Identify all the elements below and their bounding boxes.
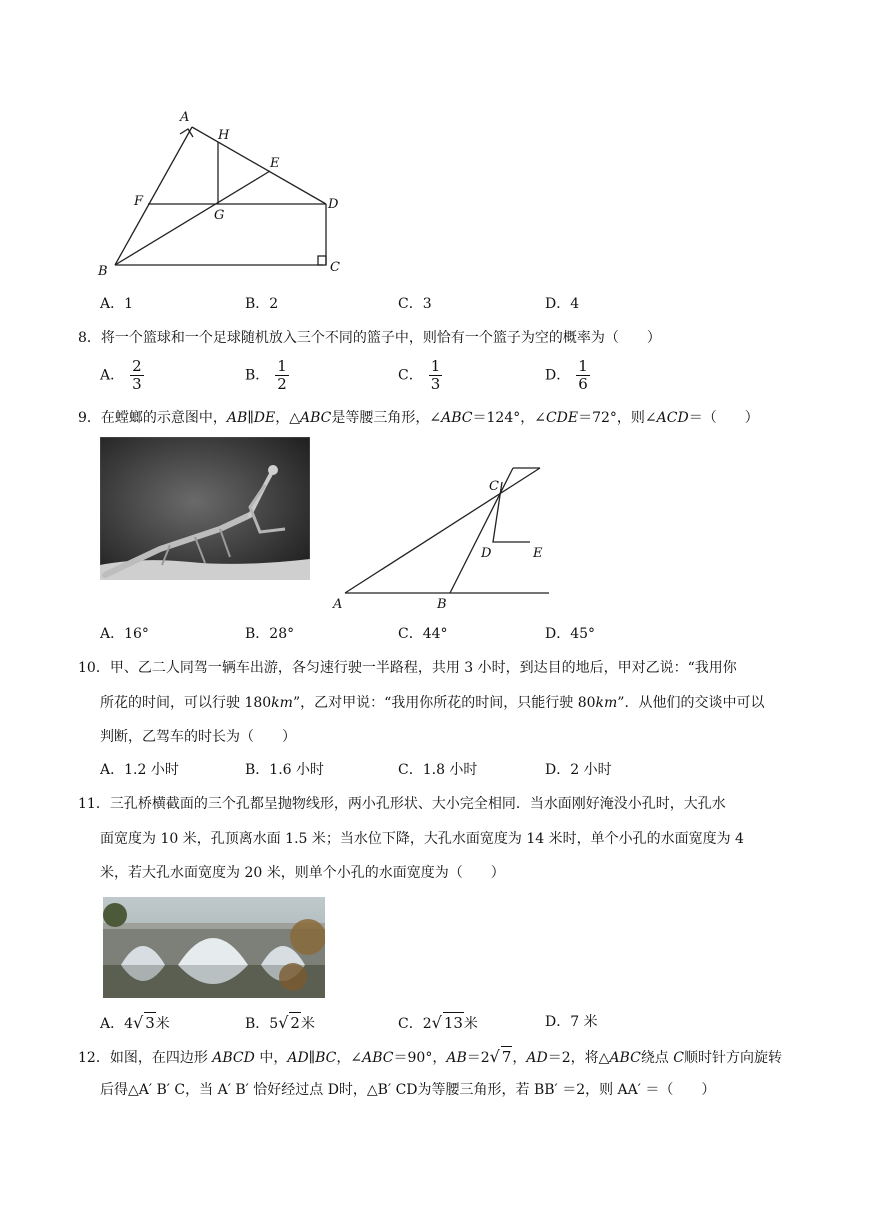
q11-option-a-coefficient: A．4: [100, 1016, 134, 1032]
q9-text: ，△: [275, 410, 301, 426]
q11-option-a-unit: 米: [155, 1016, 170, 1032]
q7-option-b[interactable]: B．2: [245, 296, 279, 312]
q10-option-b[interactable]: B．1.6 小时: [245, 762, 325, 778]
q11-option-a-radicand: 3: [145, 1014, 155, 1032]
q9-text: ACD: [656, 410, 689, 426]
q8-option-b-label: B．: [245, 367, 270, 384]
q12-text: 顺时针方向旋转: [683, 1050, 782, 1066]
q12-text: 绕点: [640, 1050, 674, 1066]
q9-number: 9．: [78, 410, 101, 426]
q12-text: ＝2，将△: [547, 1050, 610, 1066]
q7-geometry-figure: [90, 105, 360, 285]
q7-label-b: B: [98, 264, 108, 279]
q10-unit: km: [595, 695, 618, 711]
q12-text: ABC: [362, 1050, 394, 1066]
denominator: 6: [578, 375, 588, 393]
q9-text: 在螳螂的示意图中，: [100, 410, 227, 426]
q9-text: AB∥DE: [226, 410, 276, 426]
sqrt-icon: √: [278, 1013, 289, 1032]
q8-option-a-fraction: [130, 358, 144, 393]
q9-option-c[interactable]: C．44°: [398, 626, 448, 642]
q8-option-b-fraction: [275, 358, 289, 393]
q11-option-c-unit: 米: [463, 1016, 478, 1032]
q12-text: C: [673, 1050, 684, 1066]
q7-label-d: D: [328, 197, 339, 212]
denominator: 3: [430, 375, 441, 393]
bridge-photo: [103, 897, 325, 998]
numerator: 1: [277, 357, 287, 375]
q9-label-b: B: [437, 597, 447, 612]
q12-line2: 后得△A′ B′ C，当 A′ B′ 恰好经过点 D时，△B′ CD为等腰三角形，若 BB′ ＝2，则 AA′ ＝（ ）: [100, 1082, 716, 1098]
denominator: 3: [132, 375, 142, 393]
q11-option-d[interactable]: D．7 米: [545, 1014, 598, 1030]
q12-text: ABC: [609, 1050, 641, 1066]
q9-text: ＝72°，则∠: [578, 410, 657, 426]
q11-option-c[interactable]: [398, 1012, 478, 1034]
q7-label-c: C: [330, 260, 340, 275]
q9-label-c: C: [489, 479, 499, 494]
q12-text: AB: [446, 1050, 467, 1066]
sqrt-icon: √: [133, 1013, 144, 1032]
q11-option-b-radicand: 2: [290, 1014, 300, 1032]
q9-question: [78, 408, 759, 428]
q8-option-c[interactable]: [398, 358, 442, 393]
numerator: 1: [578, 357, 588, 375]
q9-label-d: D: [481, 546, 492, 561]
q9-option-a[interactable]: A．16°: [100, 626, 149, 642]
q7-option-c[interactable]: C．3: [398, 296, 432, 312]
q8-option-a[interactable]: [100, 358, 144, 393]
q8-option-d-label: D．: [545, 367, 571, 384]
q9-text: 是等腰三角形，∠: [331, 410, 442, 426]
denominator: 2: [277, 375, 287, 393]
q10-line1: 10．甲、乙二人同驾一辆车出游，各匀速行驶一半路程，共用 3 小时，到达目的地后，甲对乙说：“我用你: [78, 660, 737, 676]
q11-option-b-unit: 米: [300, 1016, 315, 1032]
q11-line3: 米，若大孔水面宽度为 20 米，则单个小孔的水面宽度为（ ）: [100, 865, 505, 881]
q7-label-e: E: [270, 156, 280, 171]
q11-option-c-coefficient: C．2: [398, 1016, 432, 1032]
q8-number: 8．: [78, 330, 101, 346]
q10-option-a[interactable]: A．1.2 小时: [100, 762, 179, 778]
q10-unit: km: [271, 695, 293, 711]
q9-text: ABC: [441, 410, 473, 426]
q9-text: CDE: [545, 410, 579, 426]
q7-label-h: H: [218, 128, 230, 143]
q9-text: ＝（ ）: [688, 410, 759, 426]
q9-text: ＝124°，∠: [472, 410, 546, 426]
numerator: 2: [132, 357, 142, 375]
q10-line3: 判断，乙驾车的时长为（ ）: [100, 729, 296, 745]
q12-text: ＝2: [466, 1050, 490, 1066]
sqrt-icon: √: [431, 1013, 442, 1032]
q8-question: [78, 328, 661, 348]
q8-text: 将一个篮球和一个足球随机放入三个不同的篮子中，则恰有一个篮子为空的概率为（ ）: [100, 330, 661, 346]
q11-option-a[interactable]: [100, 1012, 170, 1034]
q9-option-d[interactable]: D．45°: [545, 626, 596, 642]
q11-option-b-coefficient: B．5: [245, 1016, 279, 1032]
q12-text: ，: [512, 1050, 527, 1066]
q7-label-a: A: [180, 110, 190, 125]
q11-line2: 面宽度为 10 米，孔顶离水面 1.5 米；当水位下降，大孔水面宽度为 14 米时，单个小孔的水面宽度为 4: [100, 831, 744, 847]
q10-option-d[interactable]: D．2 小时: [545, 762, 612, 778]
q9-label-e: E: [533, 546, 543, 561]
q8-option-c-label: C．: [398, 367, 423, 384]
sqrt-icon: √: [489, 1047, 500, 1066]
q8-option-b[interactable]: [245, 358, 289, 393]
q7-label-f: F: [134, 194, 144, 209]
q7-option-a[interactable]: A．1: [100, 296, 134, 312]
q11-option-c-radicand: 13: [443, 1014, 463, 1032]
q12-text: ＝90°，: [393, 1050, 447, 1066]
q12-text: ，∠: [336, 1050, 363, 1066]
q8-option-c-fraction: [429, 358, 443, 393]
q10-text: 所花的时间，可以行驶 180: [100, 695, 272, 711]
q8-option-d[interactable]: [545, 358, 590, 393]
q8-option-d-fraction: [576, 358, 590, 393]
q7-option-d[interactable]: D．4: [545, 296, 580, 312]
q11-option-b[interactable]: [245, 1012, 315, 1034]
q7-label-g: G: [214, 208, 225, 223]
q11-line1: 11．三孔桥横截面的三个孔都呈抛物线形，两小孔形状、大小完全相同．当水面刚好淹没小孔时，大孔水: [78, 796, 726, 812]
q12-text: AD: [526, 1050, 548, 1066]
q9-option-b[interactable]: B．28°: [245, 626, 295, 642]
q10-text: ”，乙对甲说：“我用你所花的时间，只能行驶 80: [292, 695, 596, 711]
q9-text: ABC: [300, 410, 332, 426]
q10-option-c[interactable]: C．1.8 小时: [398, 762, 478, 778]
q12-text: AD∥BC: [287, 1050, 337, 1066]
mantis-photo: [100, 437, 310, 580]
q10-line2: [100, 693, 764, 713]
q12-line1: [78, 1046, 782, 1068]
q12-text: 12．如图，在四边形: [78, 1050, 213, 1066]
q10-text: ”．从他们的交谈中可以: [617, 695, 765, 711]
q12-text: ABCD: [212, 1050, 255, 1066]
q12-text: 中，: [254, 1050, 288, 1066]
q9-label-a: A: [333, 597, 343, 612]
numerator: 1: [430, 357, 441, 375]
q8-option-a-label: A．: [100, 367, 125, 384]
q9-geometry-figure: [325, 460, 555, 615]
q12-radicand: 7: [501, 1048, 512, 1066]
